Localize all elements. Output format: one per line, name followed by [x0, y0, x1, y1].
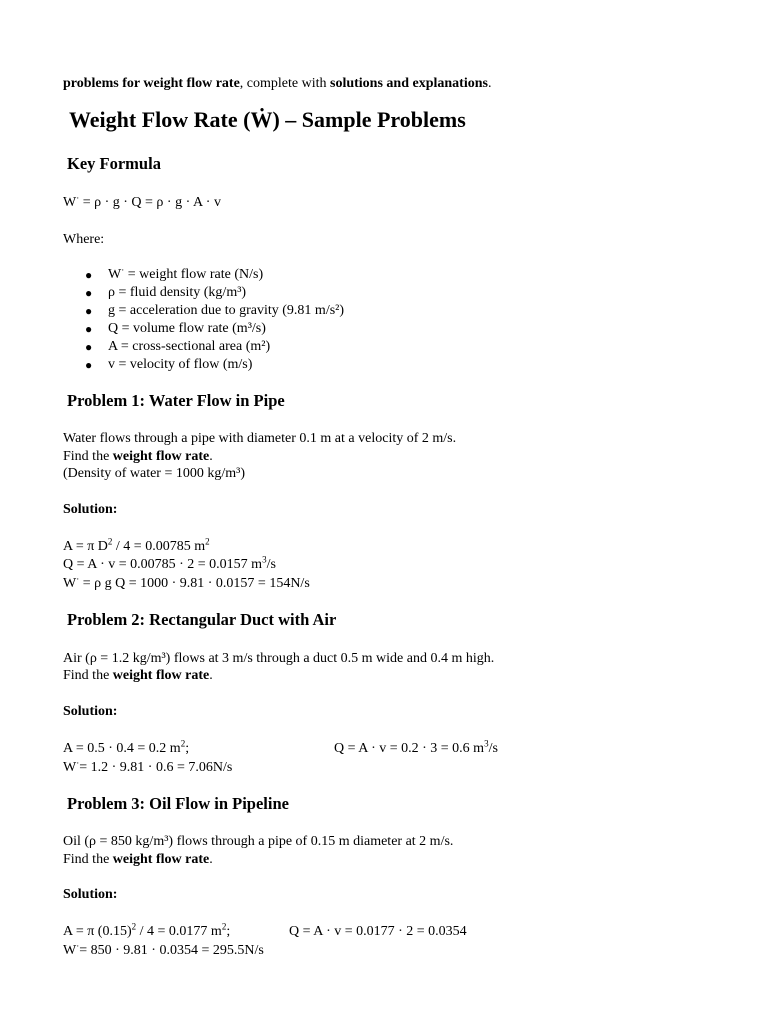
- list-item: [63, 320, 344, 338]
- problem-1-solution-weight: [63, 575, 310, 593]
- sol-w-symbol: W: [63, 760, 77, 775]
- bullet-icon: ●: [85, 286, 93, 300]
- sol-text: Q = A · v = 0.2 · 3 = 0.6 m: [334, 741, 485, 756]
- problem-2-solution-area: [63, 740, 189, 758]
- find-post: .: [209, 668, 213, 683]
- problem-1-solution-label: Solution:: [63, 502, 118, 517]
- var-q-desc: Q = volume flow rate (m³/s): [108, 321, 266, 336]
- list-item: [63, 302, 344, 320]
- sol-w-dot: ·: [76, 758, 80, 768]
- var-v-desc: v = velocity of flow (m/s): [108, 357, 253, 372]
- where-label: Where:: [63, 232, 105, 247]
- find-pre: Find the: [63, 852, 113, 867]
- list-item: [63, 266, 344, 284]
- problem-3-heading: Problem 3: Oil Flow in Pipeline: [67, 794, 289, 813]
- bullet-icon: ●: [85, 322, 93, 336]
- var-w-dot: ·: [121, 265, 125, 275]
- problem-1-solution-area: [63, 538, 210, 556]
- bullet-icon: ●: [85, 358, 93, 372]
- intro-paragraph: [63, 75, 491, 93]
- problem-2-solution-label: Solution:: [63, 704, 118, 719]
- key-formula-heading: Key Formula: [67, 154, 161, 173]
- var-a-desc: A = cross-sectional area (m²): [108, 339, 271, 354]
- formula-w-dot: ·: [76, 193, 80, 203]
- sol-superscript: 2: [180, 738, 186, 749]
- bullet-icon: ●: [85, 304, 93, 318]
- sol-w-symbol: W: [63, 943, 77, 958]
- formula-w-symbol: W: [63, 195, 77, 210]
- sol-text: / 4 = 0.00785 m: [112, 539, 206, 554]
- find-post: .: [209, 449, 213, 464]
- key-formula-equation: [63, 194, 221, 212]
- sol-text: ;: [226, 924, 231, 939]
- find-pre: Find the: [63, 449, 113, 464]
- bullet-icon: ●: [85, 340, 93, 354]
- problem-3-solution-area: [63, 923, 230, 941]
- page-title: Weight Flow Rate (Ẇ) – Sample Problems: [69, 107, 466, 132]
- problem-3-statement: Oil (ρ = 850 kg/m³) flows through a pipe of 0.15 m diameter at 2 m/s.: [63, 834, 454, 849]
- problem-2-solution-flow: [334, 740, 498, 758]
- problem-2-solution-weight: [63, 759, 232, 777]
- sol-text: /s: [266, 557, 276, 572]
- intro-bold-3: solutions and explanations: [330, 76, 488, 91]
- problem-1-statement: Water flows through a pipe with diameter 0.1 m at a velocity of 2 m/s.: [63, 431, 457, 446]
- problem-2-statement: Air (ρ = 1.2 kg/m³) flows at 3 m/s through a duct 0.5 m wide and 0.4 m high.: [63, 651, 495, 666]
- sol-superscript: 2: [205, 536, 210, 547]
- problem-1-density: (Density of water = 1000 kg/m³): [63, 466, 245, 481]
- bullet-icon: ●: [85, 268, 93, 282]
- sol-superscript: 3: [484, 738, 489, 749]
- sol-text: = 850 · 9.81 · 0.0354 = 295.5N/s: [79, 943, 264, 958]
- problem-1-heading: Problem 1: Water Flow in Pipe: [67, 391, 285, 410]
- find-bold: weight flow rate: [112, 449, 210, 464]
- problem-3-solution-weight: [63, 942, 264, 960]
- sol-w-symbol: W: [63, 576, 77, 591]
- list-item: [63, 284, 344, 302]
- sol-superscript: 2: [131, 921, 137, 932]
- sol-text: = 1.2 · 9.81 · 0.6 = 7.06N/s: [79, 760, 233, 775]
- find-post: .: [209, 852, 213, 867]
- var-w-desc: = weight flow rate (N/s): [127, 267, 264, 282]
- sol-text: /s: [488, 741, 498, 756]
- var-rho-desc: ρ = fluid density (kg/m³): [108, 285, 247, 300]
- problem-2-heading: Problem 2: Rectangular Duct with Air: [67, 610, 337, 629]
- var-g-desc: g = acceleration due to gravity (9.81 m/s²): [108, 303, 345, 318]
- find-bold: weight flow rate: [112, 668, 210, 683]
- intro-text-4: .: [487, 76, 492, 91]
- sol-superscript: 2: [107, 536, 113, 547]
- sol-text: = ρ g Q = 1000 · 9.81 · 0.0157 = 154N/s: [82, 576, 310, 591]
- find-bold: weight flow rate: [112, 852, 210, 867]
- sol-text: / 4 = 0.0177 m: [136, 924, 222, 939]
- var-w-symbol: W: [108, 267, 122, 282]
- problem-3-solution-label: Solution:: [63, 887, 118, 902]
- problem-1-solution-flow: [63, 556, 276, 574]
- problem-3-solution-flow: Q = A · v = 0.0177 · 2 = 0.0354: [289, 924, 467, 939]
- variables-list: [63, 266, 344, 374]
- intro-text-2: , complete with: [239, 76, 330, 91]
- sol-superscript: 3: [262, 554, 267, 565]
- find-pre: Find the: [63, 668, 113, 683]
- problem-1-find: [63, 448, 213, 466]
- problem-2-find: [63, 667, 213, 685]
- sol-superscript: 2: [221, 921, 227, 932]
- sol-w-dot: ·: [76, 941, 80, 951]
- sol-w-dot: ·: [76, 574, 80, 584]
- sol-text: A = π (0.15): [63, 924, 132, 939]
- sol-text: A = π D: [63, 539, 108, 554]
- sol-text: A = 0.5 · 0.4 = 0.2 m: [63, 741, 181, 756]
- intro-bold-1: problems for weight flow rate: [63, 76, 240, 91]
- problem-3-find: [63, 851, 213, 869]
- formula-rest: = ρ · g · Q = ρ · g · A · v: [82, 195, 221, 210]
- list-item: [63, 338, 344, 356]
- sol-text: ;: [185, 741, 190, 756]
- list-item: [63, 356, 344, 374]
- sol-text: Q = A · v = 0.00785 · 2 = 0.0157 m: [63, 557, 263, 572]
